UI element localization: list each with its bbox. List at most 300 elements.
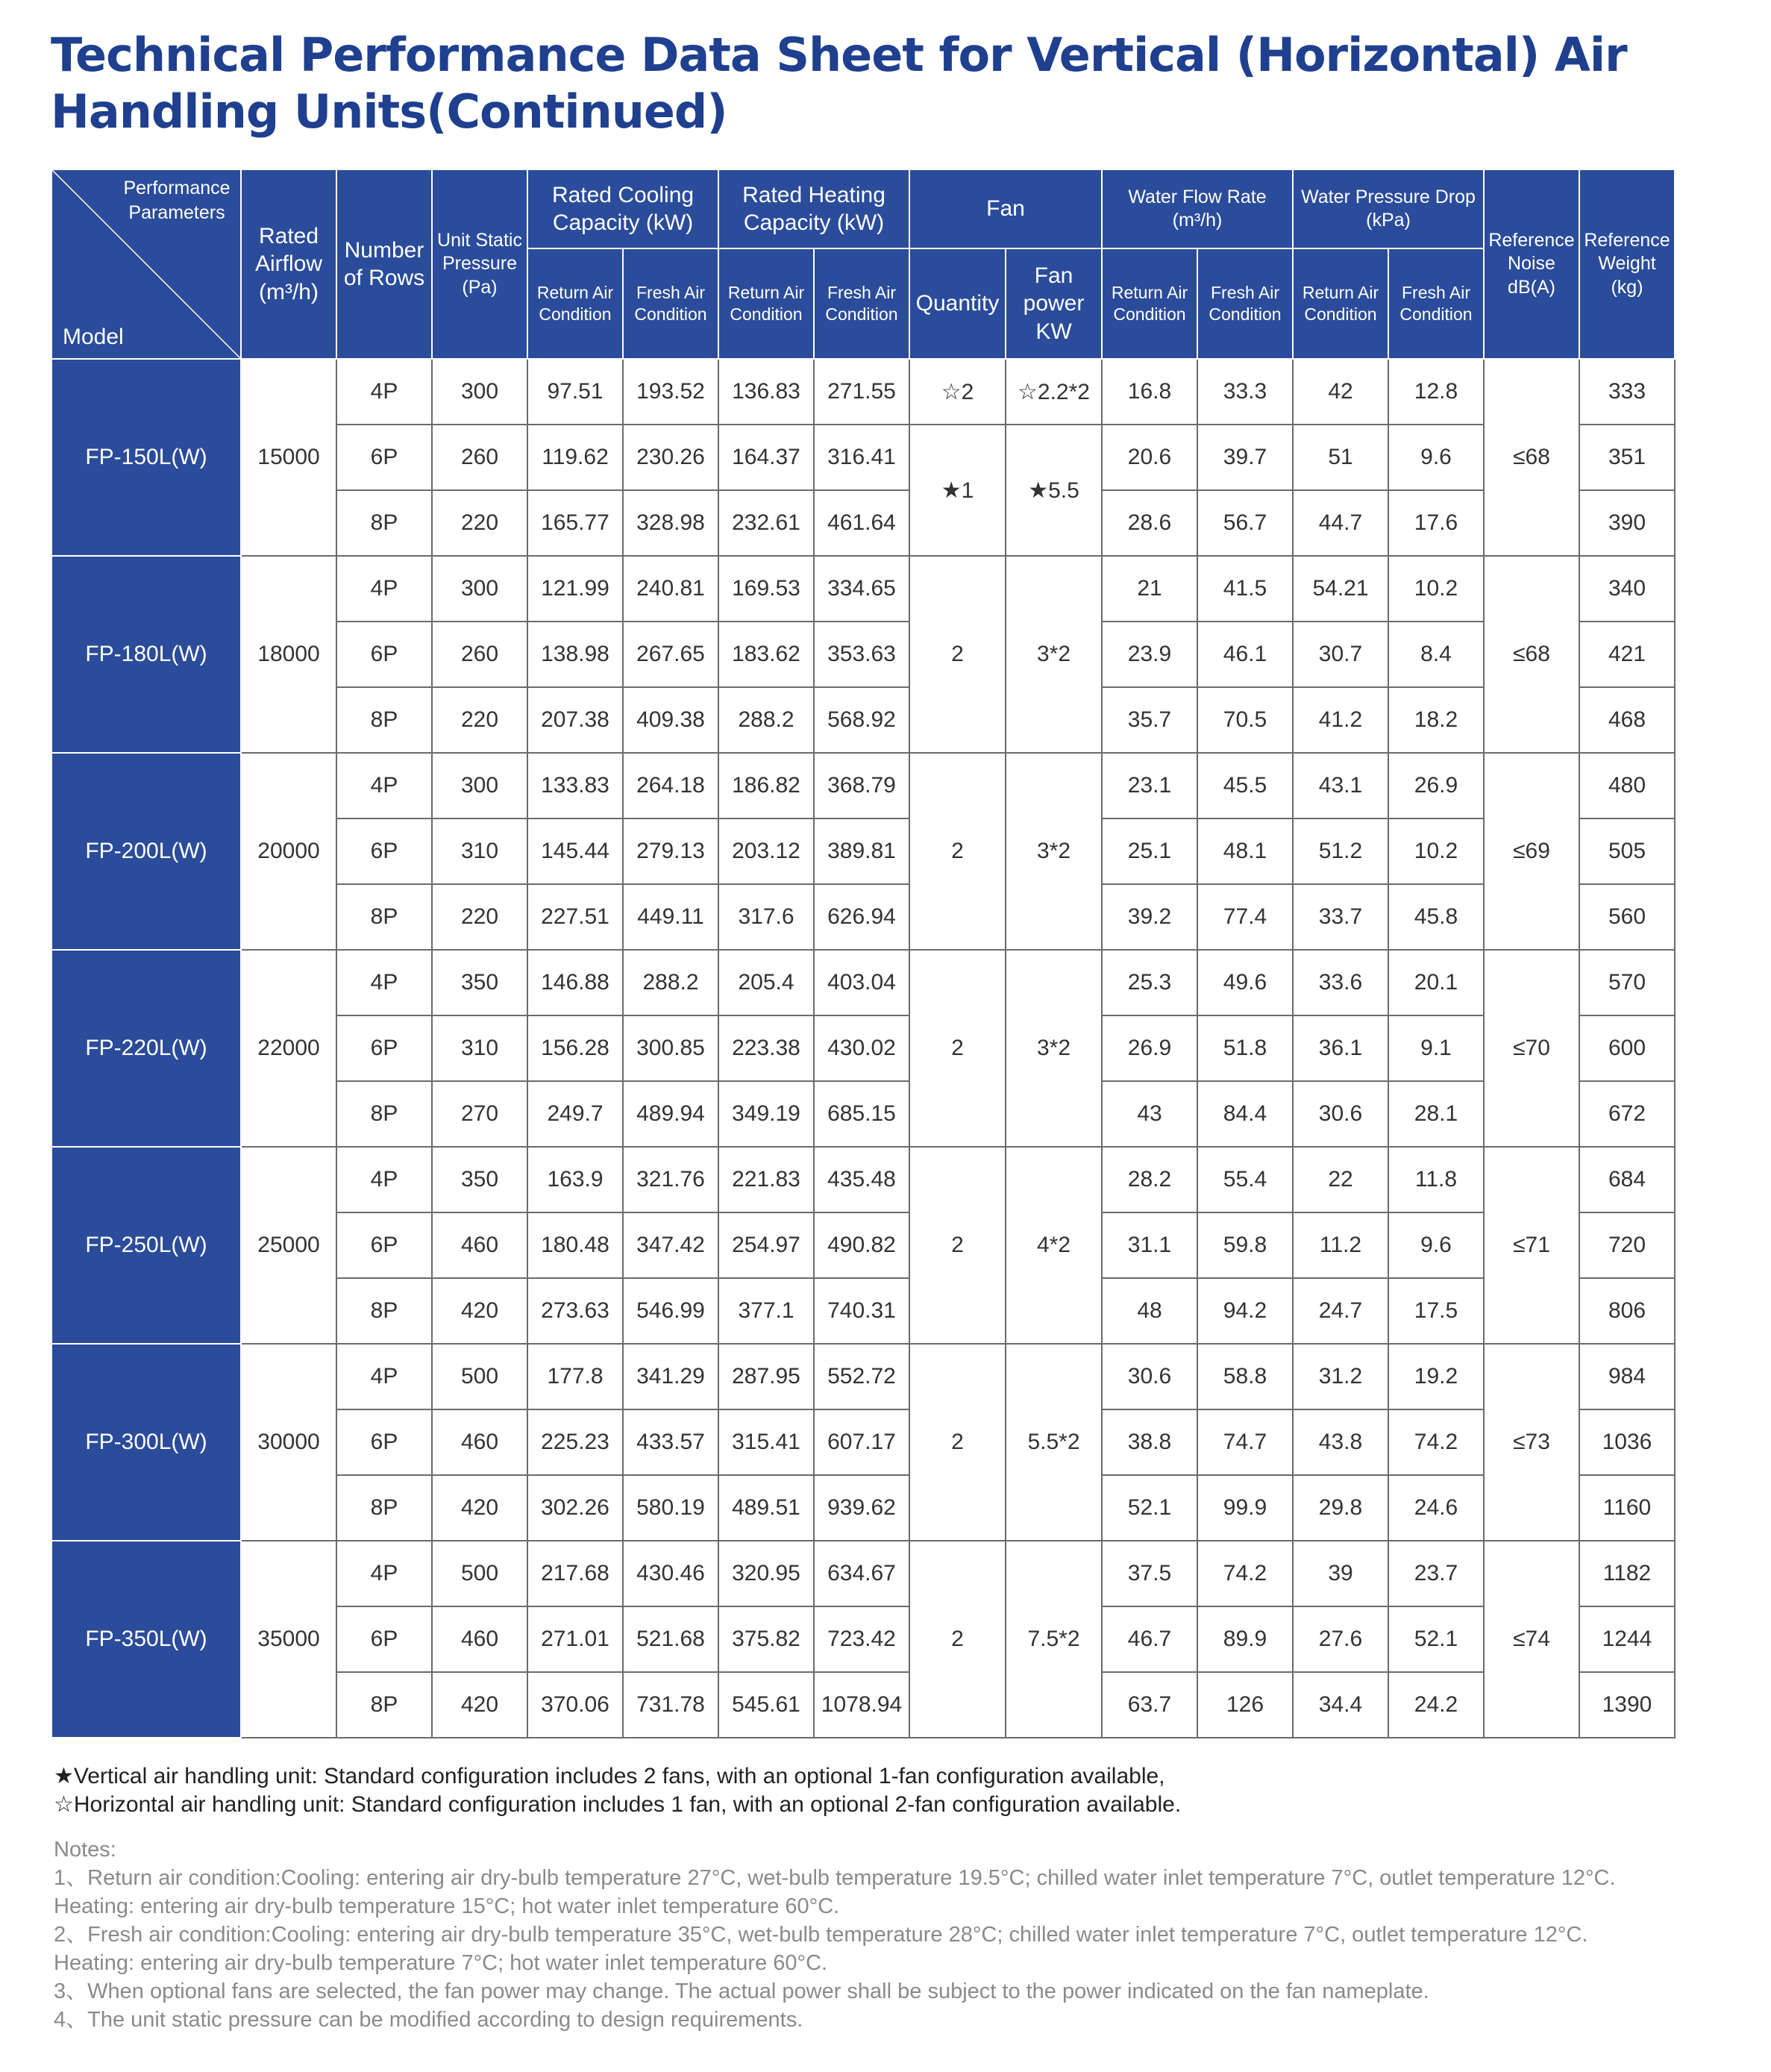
heating-return-cell: 223.38	[718, 1015, 814, 1081]
flow-return-cell: 16.8	[1102, 359, 1197, 425]
cooling-return-cell: 163.9	[527, 1147, 623, 1212]
cooling-return-cell: 207.38	[527, 687, 623, 753]
model-cell: FP-220L(W)	[51, 950, 241, 1147]
pressure-fresh-cell: 20.1	[1388, 950, 1484, 1015]
pressure-return-cell: 51	[1293, 425, 1388, 490]
rows-cell: 8P	[336, 884, 432, 950]
header-flow-return-air: Return Air Condition	[1102, 248, 1197, 359]
noise-cell: ≤69	[1484, 753, 1579, 950]
header-heating-capacity: Rated Heating Capacity (kW)	[718, 169, 909, 248]
pressure-return-cell: 30.6	[1293, 1081, 1388, 1147]
flow-fresh-cell: 56.7	[1197, 490, 1293, 556]
model-cell: FP-300L(W)	[51, 1344, 241, 1541]
cooling-fresh-cell: 489.94	[623, 1081, 718, 1147]
heating-return-cell: 545.61	[718, 1672, 814, 1738]
pressure-return-cell: 54.21	[1293, 556, 1388, 622]
header-static-pressure: Unit Static Pressure (Pa)	[432, 169, 527, 359]
static-pressure-cell: 260	[432, 622, 527, 687]
rows-cell: 4P	[336, 753, 432, 819]
static-pressure-cell: 300	[432, 359, 527, 425]
flow-return-cell: 21	[1102, 556, 1197, 622]
pressure-return-cell: 33.6	[1293, 950, 1388, 1015]
heating-return-cell: 315.41	[718, 1409, 814, 1475]
noise-cell: ≤71	[1484, 1147, 1579, 1344]
static-pressure-cell: 220	[432, 490, 527, 556]
flow-fresh-cell: 89.9	[1197, 1606, 1293, 1672]
table-row	[51, 1344, 1675, 1409]
rows-cell: 8P	[336, 490, 432, 556]
pressure-fresh-cell: 9.6	[1388, 1212, 1484, 1278]
pressure-fresh-cell: 74.2	[1388, 1409, 1484, 1475]
header-reference-noise: Reference Noise dB(A)	[1484, 169, 1579, 359]
weight-cell: 1036	[1579, 1409, 1675, 1475]
pressure-fresh-cell: 9.1	[1388, 1015, 1484, 1081]
rows-cell: 4P	[336, 1344, 432, 1409]
heating-return-cell: 186.82	[718, 753, 814, 819]
airflow-cell: 35000	[241, 1541, 336, 1738]
heating-fresh-cell: 490.82	[814, 1212, 909, 1278]
heating-fresh-cell: 435.48	[814, 1147, 909, 1212]
cooling-return-cell: 271.01	[527, 1606, 623, 1672]
header-heating-fresh-air: Fresh Air Condition	[814, 248, 909, 359]
heating-return-cell: 287.95	[718, 1344, 814, 1409]
note-line: 2、Fresh air condition:Cooling: entering air dry-bulb temperature 35°C, wet-bulb temperature 28°C; chilled water inlet temperature 7°C, outlet temperature 12°C.	[54, 1923, 1588, 1947]
flow-fresh-cell: 55.4	[1197, 1147, 1293, 1212]
heating-return-cell: 375.82	[718, 1606, 814, 1672]
heating-fresh-cell: 461.64	[814, 490, 909, 556]
heating-return-cell: 317.6	[718, 884, 814, 950]
rows-cell: 6P	[336, 1606, 432, 1672]
static-pressure-cell: 300	[432, 556, 527, 622]
flow-return-cell: 28.2	[1102, 1147, 1197, 1212]
heating-return-cell: 288.2	[718, 687, 814, 753]
airflow-cell: 22000	[241, 950, 336, 1147]
weight-cell: 984	[1579, 1344, 1675, 1409]
heating-fresh-cell: 1078.94	[814, 1672, 909, 1738]
static-pressure-cell: 300	[432, 753, 527, 819]
heating-fresh-cell: 634.67	[814, 1541, 909, 1606]
weight-cell: 684	[1579, 1147, 1675, 1212]
weight-cell: 1182	[1579, 1541, 1675, 1606]
fan-quantity-cell: 2	[909, 753, 1006, 950]
cooling-fresh-cell: 267.65	[623, 622, 718, 687]
heating-fresh-cell: 939.62	[814, 1475, 909, 1541]
table-row	[51, 359, 1675, 425]
note-line: Heating: entering air dry-bulb temperature 15°C; hot water inlet temperature 60°C.	[54, 1894, 840, 1918]
header-water-flow-rate: Water Flow Rate (m³/h)	[1102, 169, 1293, 248]
weight-cell: 672	[1579, 1081, 1675, 1147]
model-cell: FP-200L(W)	[51, 753, 241, 950]
pressure-fresh-cell: 52.1	[1388, 1606, 1484, 1672]
airflow-cell: 15000	[241, 359, 336, 556]
table-row	[51, 1541, 1675, 1606]
heating-return-cell: 320.95	[718, 1541, 814, 1606]
header-fan-power-unit: KW	[1035, 319, 1072, 344]
pressure-fresh-cell: 24.2	[1388, 1672, 1484, 1738]
flow-return-cell: 28.6	[1102, 490, 1197, 556]
rows-cell: 4P	[336, 1541, 432, 1606]
flow-fresh-cell: 58.8	[1197, 1344, 1293, 1409]
pressure-fresh-cell: 17.5	[1388, 1278, 1484, 1344]
flow-fresh-cell: 49.6	[1197, 950, 1293, 1015]
cooling-fresh-cell: 521.68	[623, 1606, 718, 1672]
pressure-fresh-cell: 26.9	[1388, 753, 1484, 819]
header-cooling-capacity: Rated Cooling Capacity (kW)	[527, 169, 718, 248]
airflow-cell: 30000	[241, 1344, 336, 1541]
cooling-fresh-cell: 433.57	[623, 1409, 718, 1475]
rows-cell: 6P	[336, 1212, 432, 1278]
cooling-return-cell: 145.44	[527, 819, 623, 884]
flow-return-cell: 25.1	[1102, 819, 1197, 884]
rows-cell: 4P	[336, 359, 432, 425]
fan-power-cell: 3*2	[1006, 556, 1102, 753]
fan-power-cell: ★5.5	[1006, 425, 1102, 556]
header-model: Model	[63, 324, 124, 349]
flow-fresh-cell: 51.8	[1197, 1015, 1293, 1081]
static-pressure-cell: 420	[432, 1475, 527, 1541]
weight-cell: 720	[1579, 1212, 1675, 1278]
flow-fresh-cell: 45.5	[1197, 753, 1293, 819]
heating-fresh-cell: 316.41	[814, 425, 909, 490]
pressure-return-cell: 42	[1293, 359, 1388, 425]
cooling-fresh-cell: 328.98	[623, 490, 718, 556]
static-pressure-cell: 500	[432, 1344, 527, 1409]
fan-quantity-cell: 2	[909, 556, 1006, 753]
pressure-fresh-cell: 24.6	[1388, 1475, 1484, 1541]
static-pressure-cell: 460	[432, 1606, 527, 1672]
table-body	[51, 359, 1675, 1738]
model-cell: FP-250L(W)	[51, 1147, 241, 1344]
static-pressure-cell: 220	[432, 884, 527, 950]
header-water-pressure-drop: Water Pressure Drop (kPa)	[1293, 169, 1484, 248]
flow-fresh-cell: 84.4	[1197, 1081, 1293, 1147]
rows-cell: 8P	[336, 1475, 432, 1541]
heating-fresh-cell: 568.92	[814, 687, 909, 753]
pressure-return-cell: 24.7	[1293, 1278, 1388, 1344]
flow-fresh-cell: 48.1	[1197, 819, 1293, 884]
header-fan-power	[1006, 248, 1102, 359]
rows-cell: 6P	[336, 425, 432, 490]
cooling-return-cell: 133.83	[527, 753, 623, 819]
noise-cell: ≤73	[1484, 1344, 1579, 1541]
pressure-fresh-cell: 45.8	[1388, 884, 1484, 950]
flow-fresh-cell: 77.4	[1197, 884, 1293, 950]
flow-return-cell: 48	[1102, 1278, 1197, 1344]
heating-return-cell: 203.12	[718, 819, 814, 884]
pressure-return-cell: 29.8	[1293, 1475, 1388, 1541]
noise-cell: ≤70	[1484, 950, 1579, 1147]
noise-cell: ≤68	[1484, 359, 1579, 556]
static-pressure-cell: 460	[432, 1409, 527, 1475]
rows-cell: 4P	[336, 556, 432, 622]
cooling-fresh-cell: 279.13	[623, 819, 718, 884]
cooling-return-cell: 177.8	[527, 1344, 623, 1409]
pressure-return-cell: 41.2	[1293, 687, 1388, 753]
airflow-cell: 18000	[241, 556, 336, 753]
cooling-return-cell: 180.48	[527, 1212, 623, 1278]
cooling-fresh-cell: 430.46	[623, 1541, 718, 1606]
fan-quantity-cell: 2	[909, 950, 1006, 1147]
fan-quantity-cell: ★1	[909, 425, 1006, 556]
heating-fresh-cell: 626.94	[814, 884, 909, 950]
model-cell: FP-150L(W)	[51, 359, 241, 556]
rows-cell: 6P	[336, 819, 432, 884]
notes-block	[54, 1762, 1755, 2034]
pressure-fresh-cell: 28.1	[1388, 1081, 1484, 1147]
cooling-fresh-cell: 321.76	[623, 1147, 718, 1212]
cooling-fresh-cell: 409.38	[623, 687, 718, 753]
fan-power-cell: 3*2	[1006, 753, 1102, 950]
rows-cell: 6P	[336, 1409, 432, 1475]
fan-power-cell: 3*2	[1006, 950, 1102, 1147]
flow-fresh-cell: 33.3	[1197, 359, 1293, 425]
pressure-return-cell: 30.7	[1293, 622, 1388, 687]
static-pressure-cell: 350	[432, 950, 527, 1015]
cooling-return-cell: 156.28	[527, 1015, 623, 1081]
pressure-return-cell: 31.2	[1293, 1344, 1388, 1409]
rows-cell: 4P	[336, 1147, 432, 1212]
flow-return-cell: 38.8	[1102, 1409, 1197, 1475]
cooling-fresh-cell: 731.78	[623, 1672, 718, 1738]
note-line: 1、Return air condition:Cooling: entering air dry-bulb temperature 27°C, wet-bulb temperature 19.5°C; chilled water inlet temperature 7°C, outlet temperature 12°C.	[54, 1866, 1616, 1890]
cooling-fresh-cell: 288.2	[623, 950, 718, 1015]
heating-return-cell: 221.83	[718, 1147, 814, 1212]
static-pressure-cell: 260	[432, 425, 527, 490]
cooling-return-cell: 97.51	[527, 359, 623, 425]
heating-fresh-cell: 271.55	[814, 359, 909, 425]
table-header	[51, 169, 1675, 359]
weight-cell: 570	[1579, 950, 1675, 1015]
cooling-return-cell: 121.99	[527, 556, 623, 622]
fan-power-cell: 4*2	[1006, 1147, 1102, 1344]
rows-cell: 4P	[336, 950, 432, 1015]
static-pressure-cell: 420	[432, 1672, 527, 1738]
table-row	[51, 950, 1675, 1015]
pressure-return-cell: 22	[1293, 1147, 1388, 1212]
static-pressure-cell: 220	[432, 687, 527, 753]
header-cooling-return-air: Return Air Condition	[527, 248, 623, 359]
cooling-fresh-cell: 193.52	[623, 359, 718, 425]
heating-fresh-cell: 368.79	[814, 753, 909, 819]
fan-quantity-cell: ☆2	[909, 359, 1006, 425]
pressure-fresh-cell: 18.2	[1388, 687, 1484, 753]
flow-return-cell: 46.7	[1102, 1606, 1197, 1672]
weight-cell: 390	[1579, 490, 1675, 556]
fan-quantity-cell: 2	[909, 1344, 1006, 1541]
flow-fresh-cell: 46.1	[1197, 622, 1293, 687]
static-pressure-cell: 310	[432, 819, 527, 884]
heating-return-cell: 205.4	[718, 950, 814, 1015]
heating-return-cell: 136.83	[718, 359, 814, 425]
static-pressure-cell: 500	[432, 1541, 527, 1606]
pressure-return-cell: 44.7	[1293, 490, 1388, 556]
header-fan-quantity: Quantity	[909, 248, 1006, 359]
legend-horizontal: ☆Horizontal air handling unit: Standard configuration includes 1 fan, with an optional 2-fan configuration available.	[54, 1792, 1182, 1817]
notes-title: Notes:	[54, 1838, 116, 1862]
flow-fresh-cell: 59.8	[1197, 1212, 1293, 1278]
rows-cell: 8P	[336, 1278, 432, 1344]
weight-cell: 340	[1579, 556, 1675, 622]
heating-return-cell: 169.53	[718, 556, 814, 622]
pressure-fresh-cell: 11.8	[1388, 1147, 1484, 1212]
flow-return-cell: 20.6	[1102, 425, 1197, 490]
fan-power-cell: 7.5*2	[1006, 1541, 1102, 1738]
header-heating-return-air: Return Air Condition	[718, 248, 814, 359]
flow-return-cell: 26.9	[1102, 1015, 1197, 1081]
pressure-return-cell: 51.2	[1293, 819, 1388, 884]
weight-cell: 806	[1579, 1278, 1675, 1344]
note-line: Heating: entering air dry-bulb temperature 7°C; hot water inlet temperature 60°C.	[54, 1951, 828, 1975]
flow-return-cell: 35.7	[1102, 687, 1197, 753]
header-pressure-return-air: Return Air Condition	[1293, 248, 1388, 359]
flow-fresh-cell: 74.7	[1197, 1409, 1293, 1475]
cooling-return-cell: 273.63	[527, 1278, 623, 1344]
flow-fresh-cell: 39.7	[1197, 425, 1293, 490]
cooling-return-cell: 227.51	[527, 884, 623, 950]
heating-fresh-cell: 353.63	[814, 622, 909, 687]
flow-fresh-cell: 94.2	[1197, 1278, 1293, 1344]
flow-return-cell: 25.3	[1102, 950, 1197, 1015]
heating-return-cell: 183.62	[718, 622, 814, 687]
flow-return-cell: 23.1	[1102, 753, 1197, 819]
flow-return-cell: 37.5	[1102, 1541, 1197, 1606]
page-title: Technical Performance Data Sheet for Vertical (Horizontal) Air Handling Units(Continued)	[51, 28, 1627, 139]
flow-return-cell: 43	[1102, 1081, 1197, 1147]
pressure-return-cell: 39	[1293, 1541, 1388, 1606]
fan-quantity-cell: 2	[909, 1541, 1006, 1738]
flow-return-cell: 63.7	[1102, 1672, 1197, 1738]
cooling-return-cell: 302.26	[527, 1475, 623, 1541]
flow-fresh-cell: 99.9	[1197, 1475, 1293, 1541]
pressure-fresh-cell: 10.2	[1388, 556, 1484, 622]
header-flow-fresh-air: Fresh Air Condition	[1197, 248, 1293, 359]
flow-return-cell: 52.1	[1102, 1475, 1197, 1541]
weight-cell: 1244	[1579, 1606, 1675, 1672]
static-pressure-cell: 310	[432, 1015, 527, 1081]
cooling-fresh-cell: 300.85	[623, 1015, 718, 1081]
airflow-cell: 25000	[241, 1147, 336, 1344]
cooling-fresh-cell: 580.19	[623, 1475, 718, 1541]
cooling-return-cell: 119.62	[527, 425, 623, 490]
pressure-return-cell: 34.4	[1293, 1672, 1388, 1738]
header-number-of-rows: Number of Rows	[336, 169, 432, 359]
weight-cell: 505	[1579, 819, 1675, 884]
rows-cell: 8P	[336, 1672, 432, 1738]
pressure-fresh-cell: 12.8	[1388, 359, 1484, 425]
cooling-fresh-cell: 240.81	[623, 556, 718, 622]
cooling-fresh-cell: 264.18	[623, 753, 718, 819]
note-line: 4、The unit static pressure can be modified according to design requirements.	[54, 2008, 803, 2032]
header-cooling-fresh-air: Fresh Air Condition	[623, 248, 718, 359]
flow-return-cell: 31.1	[1102, 1212, 1197, 1278]
cooling-return-cell: 165.77	[527, 490, 623, 556]
cooling-fresh-cell: 546.99	[623, 1278, 718, 1344]
flow-fresh-cell: 126	[1197, 1672, 1293, 1738]
pressure-return-cell: 43.1	[1293, 753, 1388, 819]
fan-power-cell: 5.5*2	[1006, 1344, 1102, 1541]
cooling-fresh-cell: 347.42	[623, 1212, 718, 1278]
pressure-fresh-cell: 17.6	[1388, 490, 1484, 556]
header-fan: Fan	[909, 169, 1102, 248]
rows-cell: 8P	[336, 687, 432, 753]
heating-return-cell: 377.1	[718, 1278, 814, 1344]
fan-power-cell: ☆2.2*2	[1006, 359, 1102, 425]
heating-fresh-cell: 334.65	[814, 556, 909, 622]
table-row	[51, 753, 1675, 819]
pressure-fresh-cell: 9.6	[1388, 425, 1484, 490]
header-performance-parameters: Performance Parameters	[123, 178, 231, 223]
static-pressure-cell: 420	[432, 1278, 527, 1344]
weight-cell: 1160	[1579, 1475, 1675, 1541]
weight-cell: 600	[1579, 1015, 1675, 1081]
weight-cell: 560	[1579, 884, 1675, 950]
static-pressure-cell: 460	[432, 1212, 527, 1278]
noise-cell: ≤68	[1484, 556, 1579, 753]
weight-cell: 1390	[1579, 1672, 1675, 1738]
heating-fresh-cell: 389.81	[814, 819, 909, 884]
cooling-return-cell: 370.06	[527, 1672, 623, 1738]
rows-cell: 6P	[336, 622, 432, 687]
heating-return-cell: 489.51	[718, 1475, 814, 1541]
table-row	[51, 556, 1675, 622]
note-line: 3、When optional fans are selected, the fan power may change. The actual power shall be subject to the power indicated on the fan nameplate.	[54, 1979, 1429, 2003]
heating-fresh-cell: 723.42	[814, 1606, 909, 1672]
pressure-fresh-cell: 19.2	[1388, 1344, 1484, 1409]
pressure-fresh-cell: 23.7	[1388, 1541, 1484, 1606]
fan-quantity-cell: 2	[909, 1147, 1006, 1344]
static-pressure-cell: 270	[432, 1081, 527, 1147]
table-row	[51, 1147, 1675, 1212]
flow-fresh-cell: 41.5	[1197, 556, 1293, 622]
weight-cell: 351	[1579, 425, 1675, 490]
heating-fresh-cell: 607.17	[814, 1409, 909, 1475]
cooling-fresh-cell: 341.29	[623, 1344, 718, 1409]
header-rated-airflow: Rated Airflow (m³/h)	[241, 169, 336, 359]
flow-fresh-cell: 70.5	[1197, 687, 1293, 753]
cooling-return-cell: 249.7	[527, 1081, 623, 1147]
weight-cell: 421	[1579, 622, 1675, 687]
flow-return-cell: 39.2	[1102, 884, 1197, 950]
pressure-return-cell: 27.6	[1293, 1606, 1388, 1672]
cooling-return-cell: 138.98	[527, 622, 623, 687]
rows-cell: 8P	[336, 1081, 432, 1147]
model-cell: FP-350L(W)	[51, 1541, 241, 1738]
header-reference-weight: Reference Weight (kg)	[1579, 169, 1675, 359]
pressure-fresh-cell: 8.4	[1388, 622, 1484, 687]
heating-fresh-cell: 430.02	[814, 1015, 909, 1081]
performance-table	[51, 169, 1676, 1738]
heating-return-cell: 254.97	[718, 1212, 814, 1278]
airflow-cell: 20000	[241, 753, 336, 950]
cooling-return-cell: 217.68	[527, 1541, 623, 1606]
heating-fresh-cell: 740.31	[814, 1278, 909, 1344]
cooling-return-cell: 146.88	[527, 950, 623, 1015]
heating-return-cell: 349.19	[718, 1081, 814, 1147]
cooling-fresh-cell: 230.26	[623, 425, 718, 490]
pressure-return-cell: 36.1	[1293, 1015, 1388, 1081]
pressure-fresh-cell: 10.2	[1388, 819, 1484, 884]
rows-cell: 6P	[336, 1015, 432, 1081]
heating-fresh-cell: 552.72	[814, 1344, 909, 1409]
header-fan-power-label: Fan power	[1023, 263, 1085, 316]
header-pressure-fresh-air: Fresh Air Condition	[1388, 248, 1484, 359]
header-corner	[51, 169, 241, 359]
flow-return-cell: 30.6	[1102, 1344, 1197, 1409]
weight-cell: 333	[1579, 359, 1675, 425]
model-cell: FP-180L(W)	[51, 556, 241, 753]
weight-cell: 468	[1579, 687, 1675, 753]
pressure-return-cell: 43.8	[1293, 1409, 1388, 1475]
